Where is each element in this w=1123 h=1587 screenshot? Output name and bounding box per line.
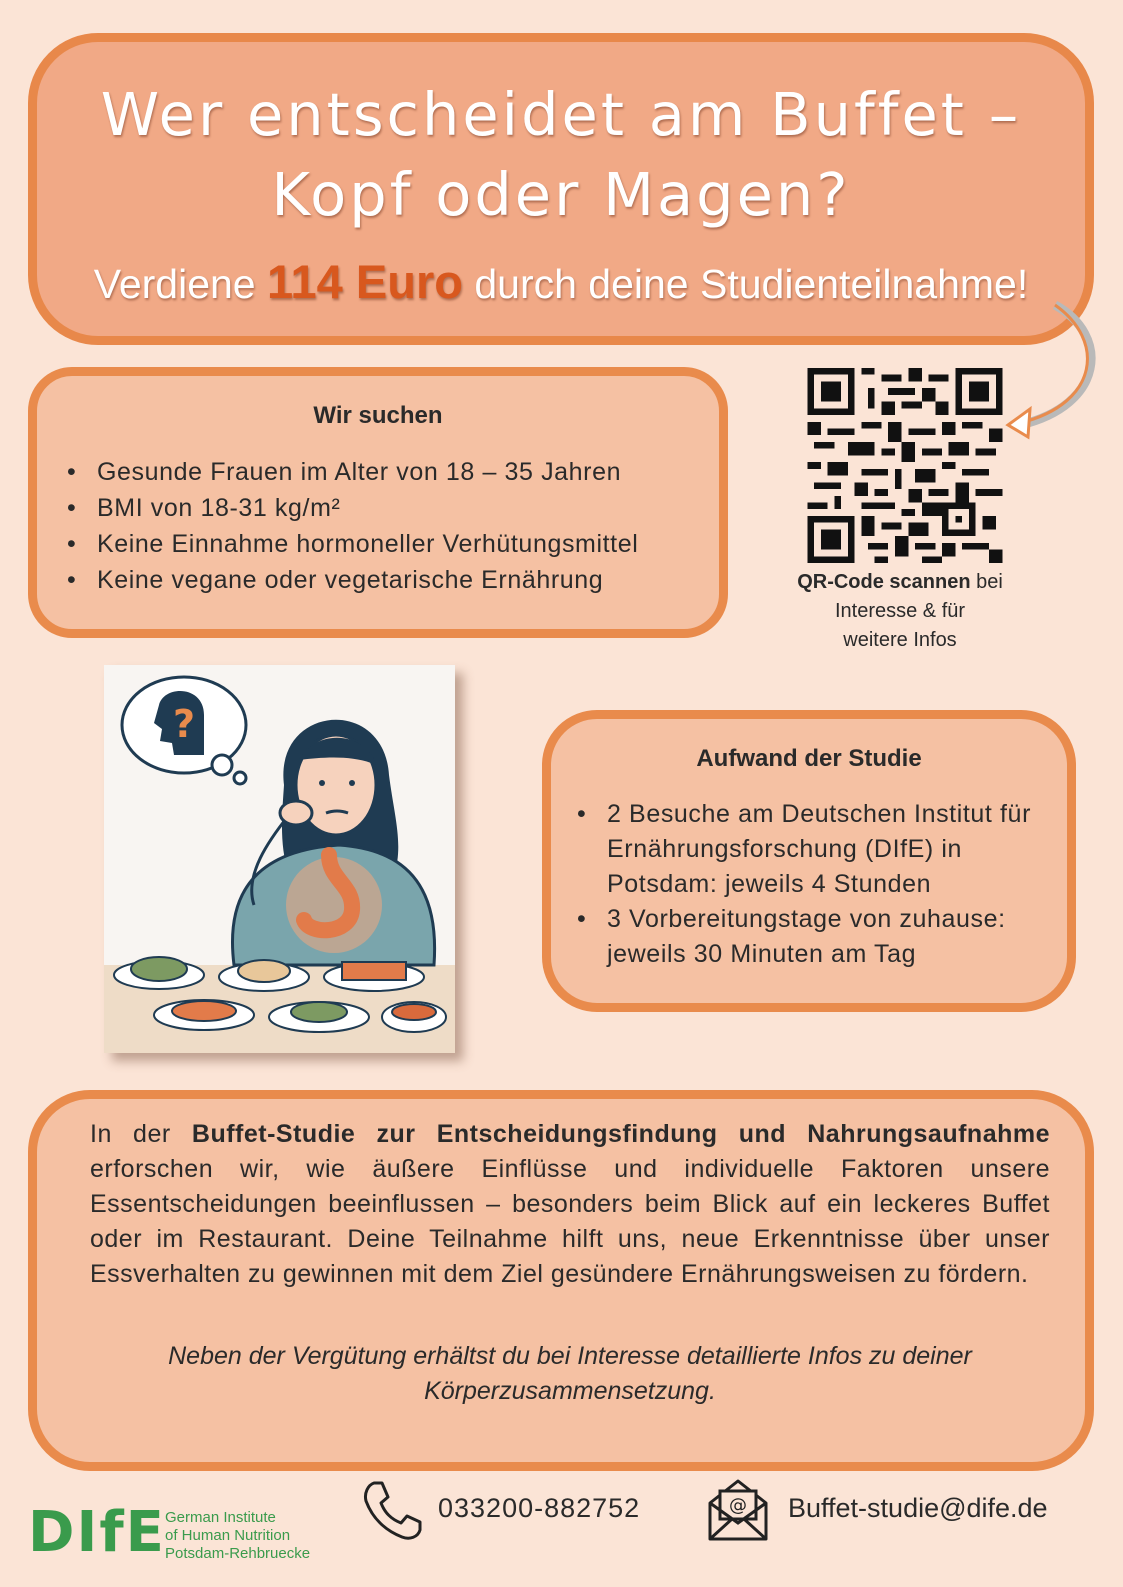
svg-text:?: ? [172, 702, 196, 746]
subtitle-before: Verdiene [93, 261, 267, 307]
hero-subtitle [37, 254, 1085, 309]
logo-line1: German Institute [165, 1509, 276, 1526]
logo-mark: DIfE [28, 1500, 166, 1565]
qr-caption-line2: Interesse & für [834, 600, 966, 622]
hero-title-line1: Wer entscheidet am Buffet – [100, 80, 1022, 149]
requirements-heading: Wir suchen [313, 402, 443, 429]
subtitle-after: durch deine Studienteilnahme! [462, 261, 1029, 307]
woman-thinking-illustration [104, 665, 455, 1053]
requirements-list [67, 454, 638, 598]
hero-title-line2: Kopf oder Magen? [271, 160, 851, 229]
qr-caption-rest: bei [970, 571, 1003, 593]
desc-lead: In der [90, 1120, 192, 1148]
effort-box [542, 710, 1076, 1012]
list-item: • 3 Vorbereitungstage von zuhause: jeweils 30 Minuten am Tag [577, 902, 1047, 972]
list-item: • Keine vegane oder vegetarische Ernährung [67, 562, 638, 598]
effort-heading: Aufwand der Studie [696, 745, 922, 772]
hero-banner [28, 33, 1094, 345]
logo-line2: of Human Nutrition [165, 1527, 291, 1544]
list-item: • Keine Einnahme hormoneller Verhütungsmittel [67, 526, 638, 562]
dife-logo[interactable] [28, 1500, 328, 1565]
list-item: • BMI von 18-31 kg/m² [67, 490, 638, 526]
study-description [90, 1117, 1050, 1292]
study-name: Buffet-Studie zur Entscheidungsfindung und Nahrungsaufnahme [191, 1120, 1050, 1148]
desc-rest: erforschen wir, wie äußere Einflüsse und individuelle Faktoren unsere Essentscheidungen beeinflussen – besonders beim Blick auf ein leckeres Buffet oder im Restaurant. Deine Teilnahme hilft uns, neue Erkenntnisse über unser Essverhalten zu gewinnen mit dem Ziel gesündere Ernährungsweisen zu fördern. [90, 1155, 1050, 1288]
footer [0, 1475, 1123, 1587]
email-icon [706, 1477, 770, 1543]
note-line1: Neben der Vergütung erhältst du bei Interesse detaillierte Infos zu deiner [168, 1342, 972, 1370]
qr-caption [770, 568, 1030, 655]
requirements-box [28, 367, 728, 638]
note-line2: Körperzusammensetzung. [424, 1377, 716, 1405]
list-item: • 2 Besuche am Deutschen Institut für Ernährungsforschung (DIfE) in Potsdam: jeweils 4 Stunden [577, 797, 1047, 902]
svg-text:@: @ [729, 1495, 747, 1516]
study-description-box [28, 1090, 1094, 1471]
curved-arrow-icon [1000, 295, 1110, 455]
compensation-note [90, 1339, 1050, 1409]
reward-amount: 114 Euro [267, 255, 463, 308]
logo-text [165, 1509, 310, 1563]
qr-code-icon[interactable] [805, 368, 1005, 563]
qr-caption-bold: QR-Code scannen [797, 571, 971, 593]
qr-caption-line3: weitere Infos [843, 629, 957, 651]
list-item: • Gesunde Frauen im Alter von 18 – 35 Jahren [67, 454, 638, 490]
email-address[interactable]: Buffet-studie@dife.de [788, 1493, 1048, 1523]
logo-line3: Potsdam-Rehbruecke [165, 1545, 311, 1562]
phone-icon [360, 1479, 424, 1543]
phone-number[interactable]: 033200-882752 [438, 1493, 641, 1523]
effort-list [577, 797, 1047, 972]
